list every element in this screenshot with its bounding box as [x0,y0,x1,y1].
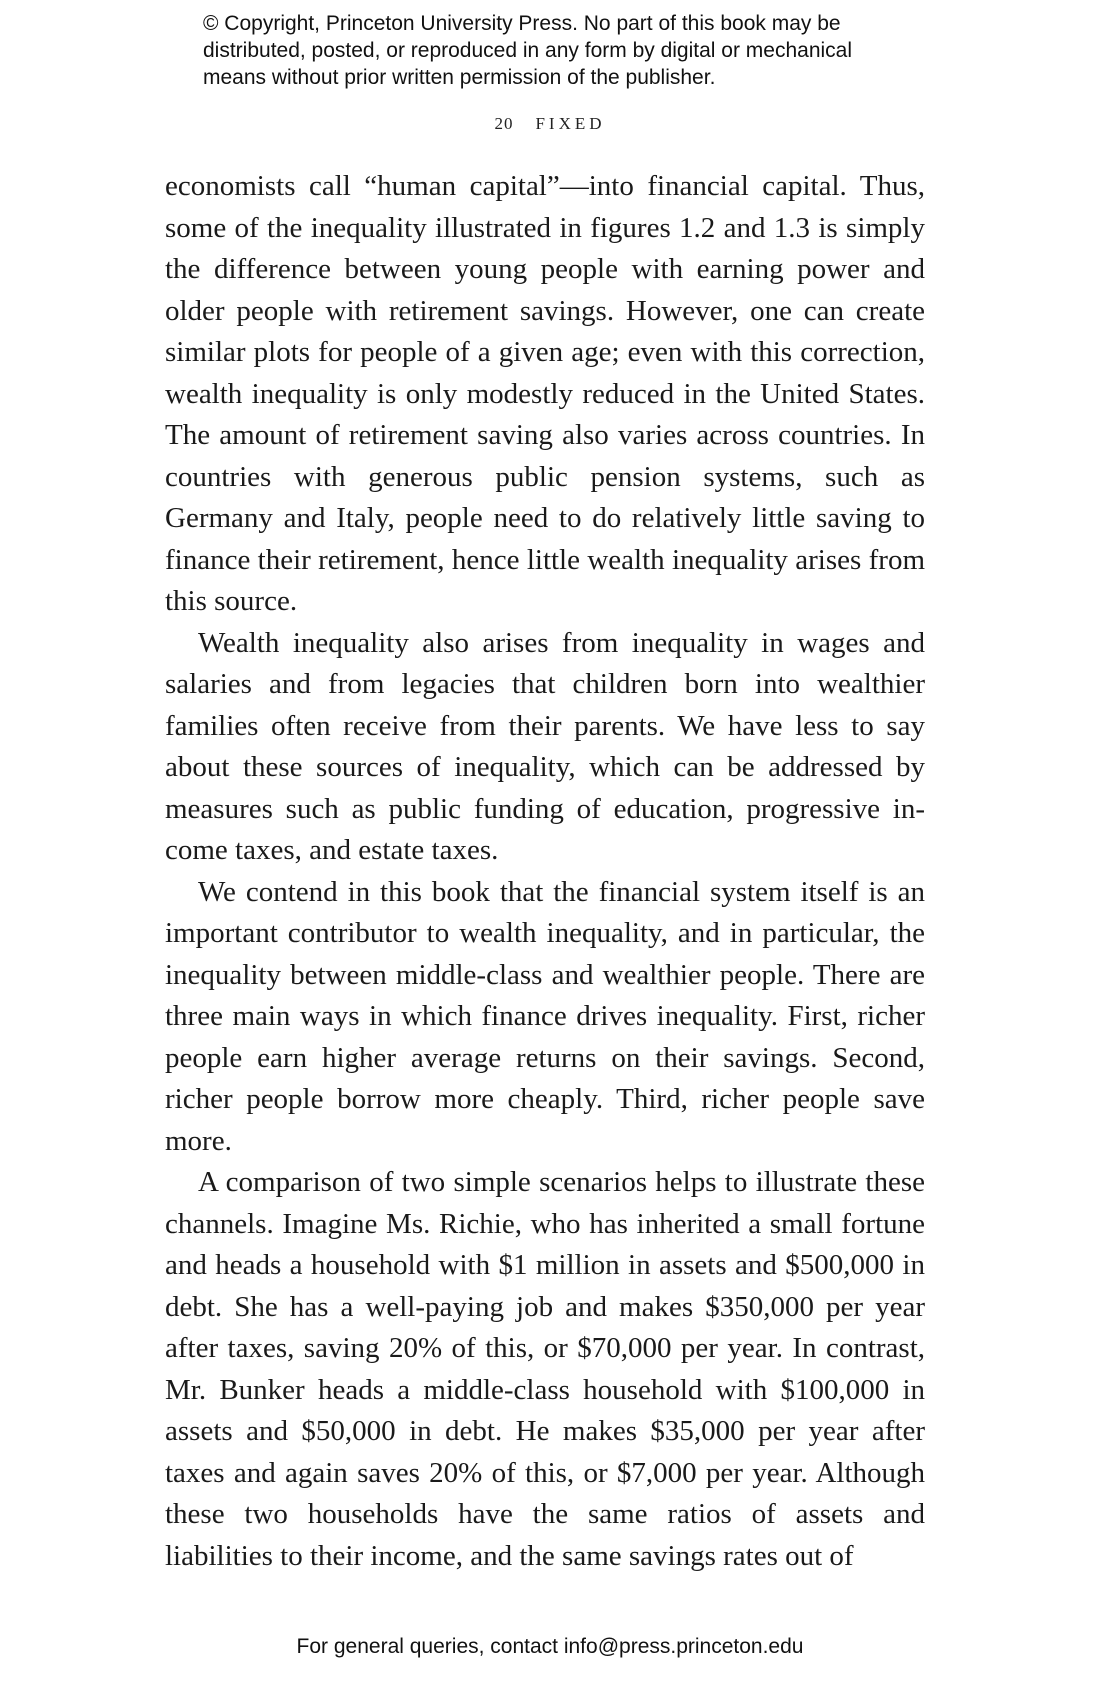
paragraph-1: economists call “human capital”—into financial capital. Thus, some of the inequality illustrated in figures 1.2 and 1.3 is simply the difference between young people with earning power and older people with retirement savings. However, one can create similar plots for people of a given age; even with this correction, wealth inequality is only modestly reduced in the United States. The amount of retirement saving also varies across countries. In countries with generous public pension systems, such as Germany and Italy, people need to do relatively little saving to finance their retirement, hence little wealth inequality arises from this source. [165,170,925,617]
copyright-line: distributed, posted, or reproduced in any form by digital or mechanical [203,39,853,62]
paragraph-2: Wealth inequality also arises from inequality in wages and salaries and from legacies that children born into wealthier families often receive from their parents. We have less to say about these sources of inequality, which can be addressed by measures such as public funding of education, progressive income taxes, and estate taxes. [165,626,925,866]
body-text [165,166,925,1577]
paragraph-4: A comparison of two simple scenarios helps to illustrate these channels. Imagine Ms. Richie, who has inherited a small fortune and heads a household with $1 million in assets and $500,000 in debt. She has a well-paying job and makes $350,000 per year after taxes, saving 20% of this, or $70,000 per year. In contrast, Mr. Bunker heads a middle-class household with $100,000 in assets and $50,000 in debt. He makes $35,000 per year after taxes and again saves 20% of this, or $7,000 per year. Although these two households have the same ratios of assets and liabilities to their income, and the same savings rates out of [165,1166,925,1572]
copyright-line: means without prior written permission of the publisher. [203,66,716,89]
page-number: 20 [494,114,514,133]
footer-contact: For general queries, contact info@press.princeton.edu [296,1635,804,1658]
running-head [0,114,1100,134]
copyright-line: © Copyright, Princeton University Press. No part of this book may be [203,12,841,35]
paragraph-3: We contend in this book that the financial system itself is an important contributor to wealth inequality, and in particular, the inequality between middle-class and wealthier people. There are three main ways in which finance drives inequality. First, richer people earn higher average returns on their savings. Second, richer people borrow more cheaply. Third, richer people save more. [165,875,925,1157]
running-head-title: FIXED [535,114,606,133]
copyright-notice [203,10,923,91]
